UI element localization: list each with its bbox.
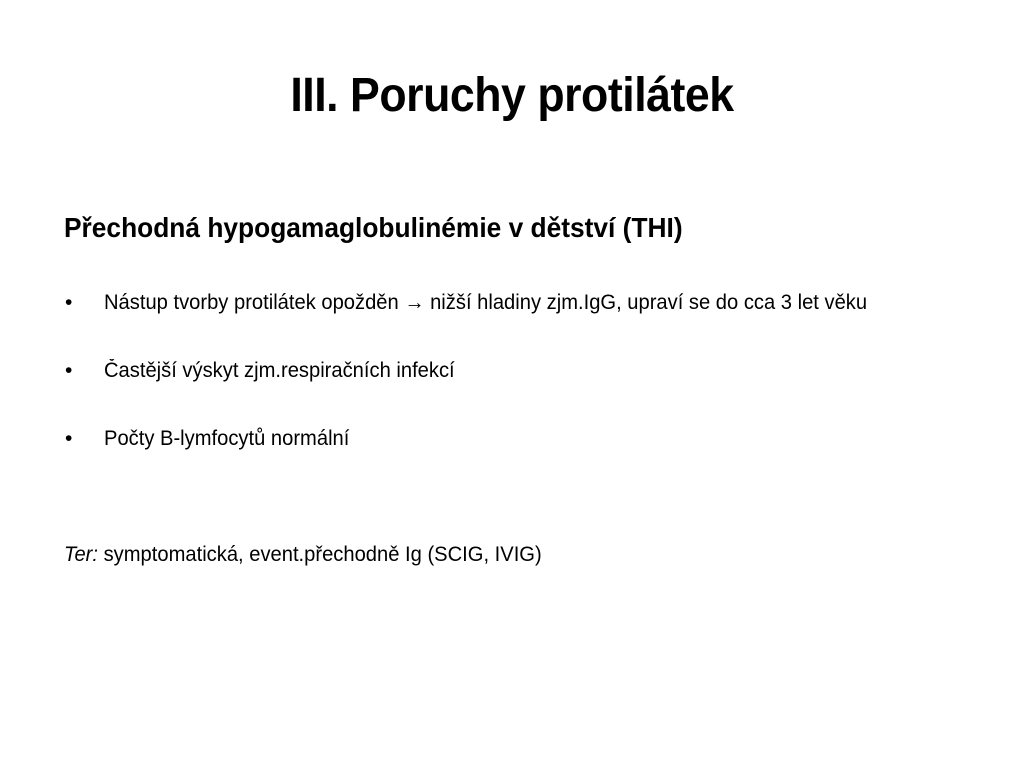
- bullet-text: Nástup tvorby protilátek opožděn → nižší hladiny zjm.IgG, upraví se do cca 3 let věku: [104, 291, 868, 314]
- bullet-item: [64, 288, 974, 318]
- bullet-text: Počty B-lymfocytů normální: [104, 427, 350, 450]
- bullet-marker: •: [65, 427, 73, 450]
- bullet-marker: •: [65, 291, 73, 314]
- section-heading: Přechodná hypogamaglobulinémie v dětství (THI): [64, 212, 683, 243]
- therapy-text: symptomatická, event.přechodně Ig (SCIG, IVIG): [98, 543, 542, 566]
- slide-title: III. Poruchy protilátek: [290, 69, 734, 122]
- bullet-text: Častější výskyt zjm.respiračních infekcí: [104, 359, 455, 382]
- bullet-marker: •: [65, 359, 73, 382]
- bullet-list: [64, 288, 974, 492]
- bullet-item: [64, 356, 974, 386]
- bullet-item: [64, 424, 974, 454]
- therapy-label: Ter:: [64, 543, 99, 566]
- therapy-line: [64, 540, 542, 570]
